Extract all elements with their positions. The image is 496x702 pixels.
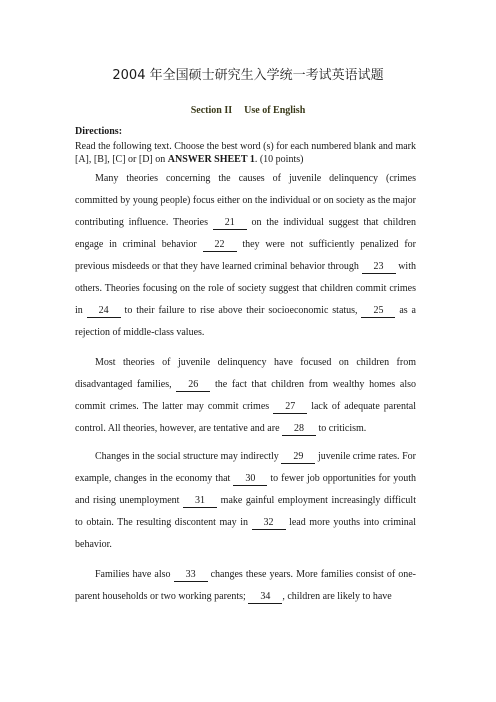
passage-text: Families have also: [95, 569, 174, 580]
passage-text: Many theories concerning the causes of juvenile delinquency (crimes committed by young people) focus either on the individual or on society as the major contributing influence. Theories: [75, 173, 416, 228]
answer-blank: 33: [174, 568, 208, 582]
passage-text: lack of adequate parental control. All theories, however, are tentative and are: [75, 401, 416, 434]
answer-sheet-label: ANSWER SHEET 1: [167, 154, 255, 165]
passage-text: to criticism.: [316, 423, 367, 434]
answer-blank: 27: [273, 400, 307, 414]
answer-blank: 25: [361, 304, 395, 318]
passage-text: changes these years. More families consist of one-parent households or two working parents;: [75, 569, 416, 602]
answer-blank: 26: [176, 378, 210, 392]
passage-text: Most theories of juvenile delinquency have focused on children from disadvantaged families,: [75, 357, 416, 390]
passage-text: make gainful employment increasingly difficult to obtain. The resulting discontent may in: [75, 495, 416, 528]
passage-text: Changes in the social structure may indirectly: [95, 451, 282, 462]
passage-paragraph: [75, 352, 416, 440]
passage-text: , children are likely to have: [282, 591, 392, 602]
passage-paragraph: [75, 446, 416, 556]
answer-blank: 24: [87, 304, 121, 318]
section-heading: [0, 105, 496, 116]
passage-text: as a rejection of middle-class values.: [75, 305, 417, 338]
page-title: 2004 年全国硕士研究生入学统一考试英语试题: [112, 68, 384, 83]
answer-blank: 21: [213, 216, 247, 230]
passage-text: with others. Theories focusing on the role of society suggest that children commit crimes in: [75, 261, 416, 316]
passage-text: to fewer job opportunities for youth and rising unemployment: [75, 473, 416, 506]
instructions: [75, 140, 416, 166]
passage-paragraphs: [75, 168, 416, 608]
section-name: Use of English: [244, 105, 306, 116]
passage-text: to their failure to rise above their socioeconomic status,: [120, 305, 362, 316]
directions-label: Directions:: [75, 126, 123, 137]
instructions-text: Read the following text. Choose the best word (s) for each numbered blank and mark [A], [B], [C] or [D] on: [75, 141, 416, 165]
passage: [75, 140, 416, 616]
answer-blank: 29: [281, 450, 315, 464]
answer-blank: 28: [282, 422, 316, 436]
passage-text: they were not sufficiently penalized for previous misdeeds or that they have learned criminal behavior through: [75, 239, 416, 272]
passage-text: on the individual suggest that children engage in criminal behavior: [75, 217, 416, 250]
answer-blank: 31: [183, 494, 217, 508]
answer-blank: 23: [362, 260, 396, 274]
answer-blank: 30: [233, 472, 267, 486]
passage-text: lead more youths into criminal behavior.: [75, 517, 417, 550]
section-label: Section II: [190, 105, 233, 116]
answer-blank: 34: [248, 590, 282, 604]
passage-text: juvenile crime rates. For example, changes in the economy that: [75, 451, 417, 484]
passage-text: the fact that children from wealthy homes also commit crimes. The latter may commit crimes: [75, 379, 416, 412]
answer-blank: 22: [203, 238, 237, 252]
passage-paragraph: [75, 564, 416, 608]
answer-blank: 32: [252, 516, 286, 530]
passage-paragraph: [75, 168, 416, 344]
instructions-points: . (10 points): [254, 154, 304, 165]
